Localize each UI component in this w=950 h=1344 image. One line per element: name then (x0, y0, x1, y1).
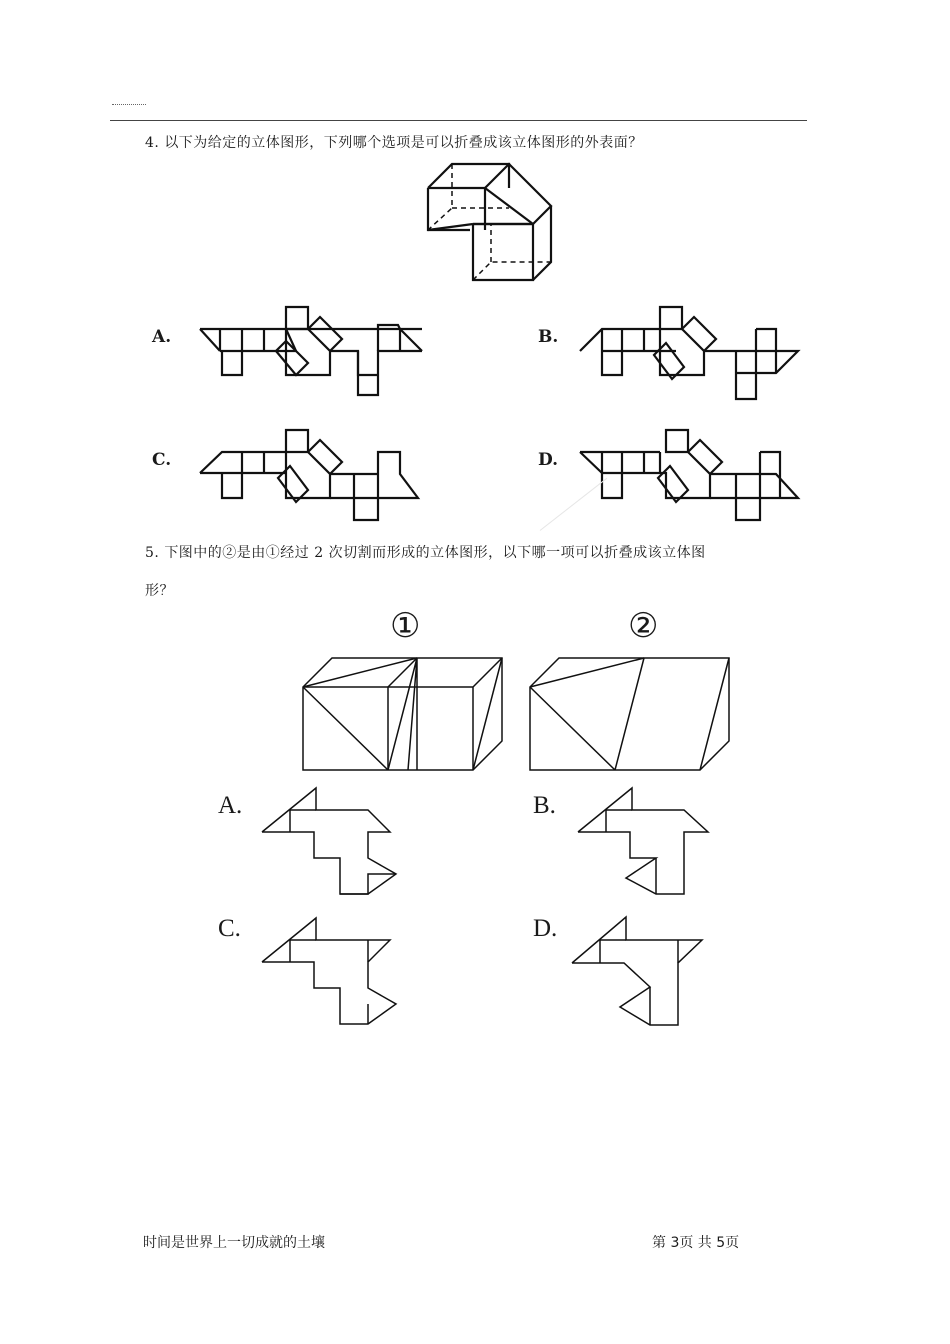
q5-option-c-label[interactable]: C. (218, 915, 241, 942)
header-rule (110, 120, 807, 121)
q4-option-d-label[interactable]: D. (538, 450, 559, 470)
q5-question: 下图中的②是由①经过 2 次切割而形成的立体图形，以下哪一项可以折叠成该立体图 (164, 545, 706, 561)
q5-number: 5. (145, 545, 160, 561)
q5-option-b-label[interactable]: B. (533, 792, 556, 819)
figure-2-label: ② (628, 606, 659, 646)
q4-option-b-label[interactable]: B. (538, 327, 559, 347)
q4-option-c-net[interactable] (200, 428, 420, 523)
q5-text-line1 (145, 542, 706, 562)
q5-option-a-net[interactable] (262, 788, 402, 898)
q4-option-a-label[interactable]: A. (152, 327, 172, 347)
q5-option-a-label[interactable]: A. (218, 792, 243, 819)
q5-option-d-net[interactable] (572, 915, 712, 1025)
q5-figure-2 (530, 656, 732, 776)
footer-motto: 时间是世界上一切成就的土壤 (143, 1235, 325, 1251)
q4-option-c-label[interactable]: C. (152, 450, 172, 470)
q4-option-b-net[interactable] (580, 303, 800, 398)
q5-option-c-net[interactable] (262, 918, 402, 1028)
q5-option-d-label[interactable]: D. (533, 915, 558, 942)
q4-option-d-net[interactable] (580, 428, 800, 523)
q4-solid-figure (425, 160, 555, 285)
header-mark (112, 104, 146, 107)
q4-question: 以下为给定的立体图形，下列哪个选项是可以折叠成该立体图形的外表面？ (164, 135, 643, 151)
q5-option-b-net[interactable] (578, 788, 718, 898)
q4-number: 4. (145, 135, 160, 151)
footer-page-number: 第 3页 共 5页 (652, 1235, 740, 1251)
q5-text-line2: 形？ (145, 583, 174, 599)
figure-1-label: ① (390, 606, 421, 646)
q5-figure-1 (303, 656, 505, 776)
q4-option-a-net[interactable] (200, 303, 420, 398)
q4-text (145, 132, 643, 152)
